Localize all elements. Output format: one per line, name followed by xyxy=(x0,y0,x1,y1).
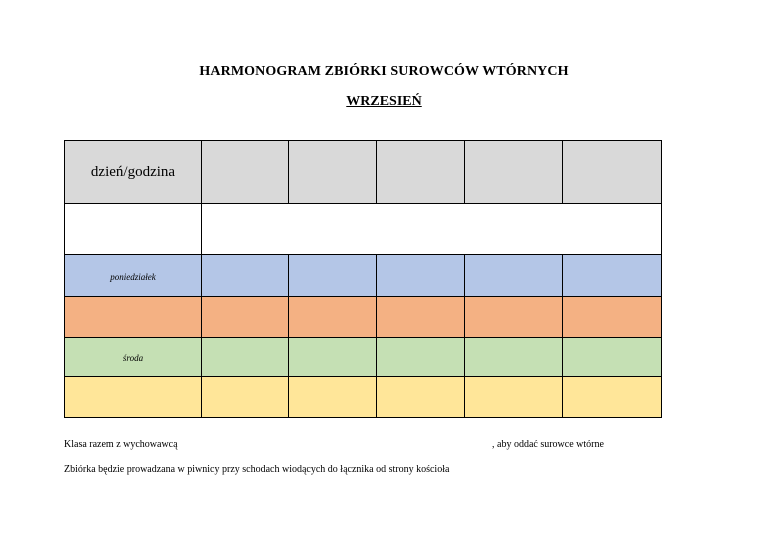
table-header-row xyxy=(65,141,662,204)
table-cell xyxy=(202,377,289,418)
table-cell xyxy=(465,255,563,297)
day-cell-wednesday xyxy=(65,338,202,377)
table-cell xyxy=(563,338,662,377)
table-cell xyxy=(377,255,465,297)
table-cell xyxy=(377,297,465,338)
table-cell xyxy=(202,255,289,297)
schedule-table xyxy=(64,140,662,418)
table-row-wednesday xyxy=(65,338,662,377)
table-cell xyxy=(289,377,377,418)
table-cell xyxy=(289,255,377,297)
table-cell xyxy=(465,377,563,418)
table-row-tuesday xyxy=(65,297,662,338)
table-cell xyxy=(377,338,465,377)
header-cell-day-hour xyxy=(65,141,202,204)
table-cell xyxy=(465,297,563,338)
table-cell xyxy=(289,297,377,338)
header-cell xyxy=(202,141,289,204)
day-label-wednesday: środa xyxy=(122,353,144,363)
table-row-thursday xyxy=(65,377,662,418)
table-cell-merged xyxy=(202,204,662,255)
table-row-blank xyxy=(65,204,662,255)
day-cell-thursday xyxy=(65,377,202,418)
day-cell-monday xyxy=(65,255,202,297)
table-cell xyxy=(377,377,465,418)
table-cell xyxy=(202,338,289,377)
header-cell xyxy=(465,141,563,204)
table-cell xyxy=(202,297,289,338)
header-cell xyxy=(563,141,662,204)
table-cell xyxy=(563,377,662,418)
document-title: HARMONOGRAM ZBIÓRKI SUROWCÓW WTÓRNYCH xyxy=(199,64,569,79)
table-cell xyxy=(465,338,563,377)
table-cell xyxy=(563,255,662,297)
day-cell-tuesday xyxy=(65,297,202,338)
header-cell xyxy=(289,141,377,204)
header-label: dzień/godzina xyxy=(90,164,176,180)
note-line-1-start: Klasa razem z wychowawcą xyxy=(64,439,178,450)
table-cell xyxy=(65,204,202,255)
header-cell xyxy=(377,141,465,204)
note-line-1-end: , aby oddać surowce wtórne xyxy=(492,439,604,450)
table-cell xyxy=(289,338,377,377)
day-label-monday: poniedziałek xyxy=(110,271,156,282)
note-line-2: Zbiórka będzie prowadzana w piwnicy przy schodach wiodących do łącznika od strony kościoła xyxy=(64,464,450,475)
table-row-monday xyxy=(65,255,662,297)
document-subtitle: WRZESIEŃ xyxy=(346,94,422,109)
table-cell xyxy=(563,297,662,338)
